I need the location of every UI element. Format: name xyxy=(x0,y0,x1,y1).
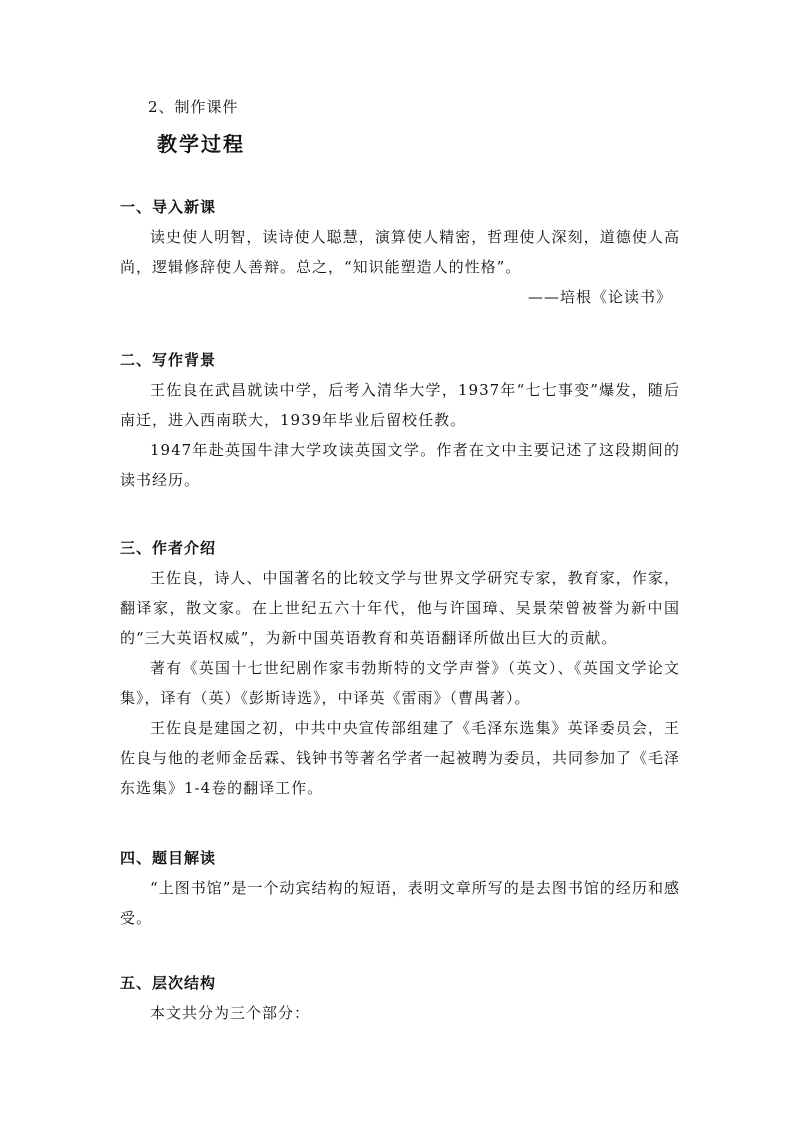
section-paragraph: 王佐良，诗人、中国著名的比较文学与世界文学研究专家，教育家，作家，翻译家，散文家。在上世纪五六十年代，他与许国璋、吴景荣曾被誉为新中国的“三大英语权威”，为新中国英语教育和英语翻译所做出巨大的贡献。 xyxy=(120,569,680,647)
prep-item: 2、制作课件 xyxy=(148,98,239,116)
section-paragraph: 王佐良是建国之初，中共中央宣传部组建了《毛泽东选集》英译委员会，王佐良与他的老师金岳霖、钱钟书等著名学者一起被聘为委员，共同参加了《毛泽东选集》1-4卷的翻译工作。 xyxy=(120,719,681,797)
section-paragraph: 王佐良在武昌就读中学，后考入清华大学，1937年“七七事变”爆发，随后南迁，进入西南联大，1939年毕业后留校任教。 xyxy=(120,381,680,429)
section-paragraph: 1947年赴英国牛津大学攻读英国文学。作者在文中主要记述了这段期间的读书经历。 xyxy=(120,441,680,489)
section-intro xyxy=(120,192,680,312)
section-structure xyxy=(120,968,680,1028)
section-heading: 三、作者介绍 xyxy=(120,539,217,557)
section-background xyxy=(120,345,680,495)
section-paragraph: 著有《英国十七世纪剧作家韦勃斯特的文学声誉》（英文）、《英国文学论文集》，译有（英）《彭斯诗选》，中译英《雷雨》（曹禺著）。 xyxy=(120,659,680,707)
section-heading: 一、导入新课 xyxy=(120,198,217,216)
page-title: 教学过程 xyxy=(157,132,245,156)
section-title-analysis xyxy=(120,843,680,933)
section-paragraph: 本文共分为三个部分： xyxy=(150,1004,311,1022)
section-heading: 四、题目解读 xyxy=(120,849,217,867)
section-heading: 二、写作背景 xyxy=(120,351,217,369)
section-paragraph: “上图书馆”是一个动宾结构的短语，表明文章所写的是去图书馆的经历和感受。 xyxy=(120,879,680,927)
section-paragraph: 读史使人明智，读诗使人聪慧，演算使人精密，哲理使人深刻，道德使人高尚，逻辑修辞使人善辩。总之，“知识能塑造人的性格”。 xyxy=(120,228,680,276)
quote-source: ——培根《论读书》 xyxy=(527,288,672,306)
section-author xyxy=(120,533,680,803)
section-heading: 五、层次结构 xyxy=(120,974,217,992)
